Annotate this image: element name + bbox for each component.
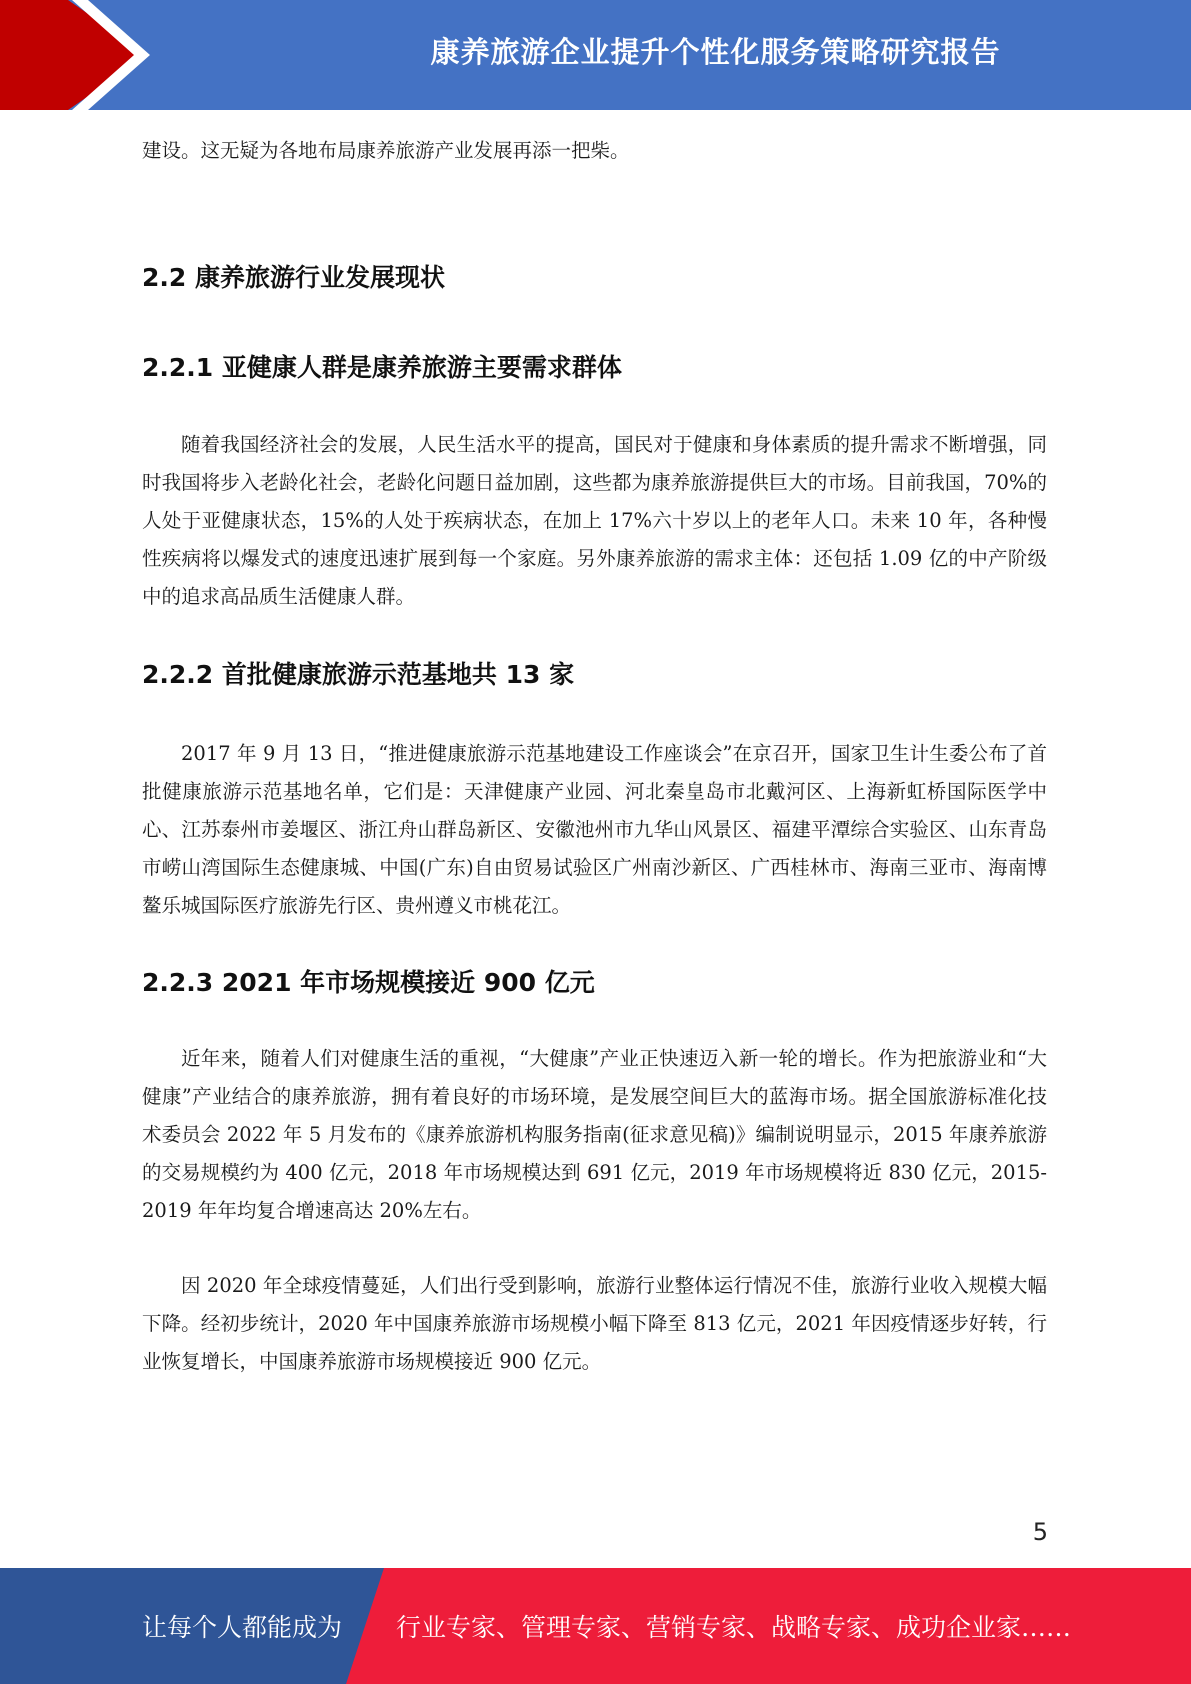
section-2-2-1-body [142,426,1047,616]
footer-banner [0,1568,1191,1684]
section-2-2-3-paragraph-2: 因 2020 年全球疫情蔓延，人们出行受到影响，旅游行业整体运行情况不佳，旅游行业收入规模大幅下降。经初步统计，2020 年中国康养旅游市场规模小幅下降至 813 亿元，2021 年因疫情逐步好转，行业恢复增长，中国康养旅游市场规模接近 900 亿元。 [142,1274,1047,1373]
section-2-2-2-heading: 2.2.2 首批健康旅游示范基地共 13 家 [142,660,575,689]
section-2-2-3-paragraph-1: 近年来，随着人们对健康生活的重视，“大健康”产业正快速迈入新一轮的增长。作为把旅游业和“大健康”产业结合的康养旅游，拥有着良好的市场环境，是发展空间巨大的蓝海市场。据全国旅游标准化技术委员会 2022 年 5 月发布的《康养旅游机构服务指南(征求意见稿)》编制说明显示，2015 年康养旅游的交易规模约为 400 亿元，2018 年市场规模达到 691 亿元，2019 年市场规模将近 830 亿元，2015-2019 年年均复合增速高达 20%左右。 [142,1047,1047,1222]
footer-slogan-right: 行业专家、管理专家、营销专家、战略专家、成功企业家…… [396,1613,1072,1642]
intro-line: 建设。这无疑为各地布局康养旅游产业发展再添一把柴。 [142,139,630,162]
intro-block [142,132,1047,170]
section-2-2-2-body [142,735,1047,925]
footer-slogan-left: 让每个人都能成为 [142,1613,343,1642]
header-banner [0,0,1191,110]
section-2-2-heading: 2.2 康养旅游行业发展现状 [142,263,445,292]
section-2-2-1-paragraph: 随着我国经济社会的发展，人民生活水平的提高，国民对于健康和身体素质的提升需求不断增强，同时我国将步入老龄化社会，老龄化问题日益加剧，这些都为康养旅游提供巨大的市场。目前我国，70%的人处于亚健康状态，15%的人处于疾病状态，在加上 17%六十岁以上的老年人口。未来 10 年，各种慢性疾病将以爆发式的速度迅速扩展到每一个家庭。另外康养旅游的需求主体：还包括 1.09 亿的中产阶级中的追求高品质生活健康人群。 [142,433,1047,608]
section-2-2-1-heading: 2.2.1 亚健康人群是康养旅游主要需求群体 [142,353,622,382]
section-2-2-2-paragraph: 2017 年 9 月 13 日，“推进健康旅游示范基地建设工作座谈会”在京召开，国家卫生计生委公布了首批健康旅游示范基地名单，它们是：天津健康产业园、河北秦皇岛市北戴河区、上海新虹桥国际医学中心、江苏泰州市姜堰区、浙江舟山群岛新区、安徽池州市九华山风景区、福建平潭综合实验区、山东青岛市崂山湾国际生态健康城、中国(广东)自由贸易试验区广州南沙新区、广西桂林市、海南三亚市、海南博鳌乐城国际医疗旅游先行区、贵州遵义市桃花江。 [142,742,1047,917]
section-2-2-3-body-1 [142,1040,1047,1230]
page-number: 5 [1032,1518,1048,1546]
section-2-2-3-body-2 [142,1267,1047,1381]
section-2-2-3-heading: 2.2.3 2021 年市场规模接近 900 亿元 [142,968,595,997]
document-title: 康养旅游企业提升个性化服务策略研究报告 [430,34,1001,69]
